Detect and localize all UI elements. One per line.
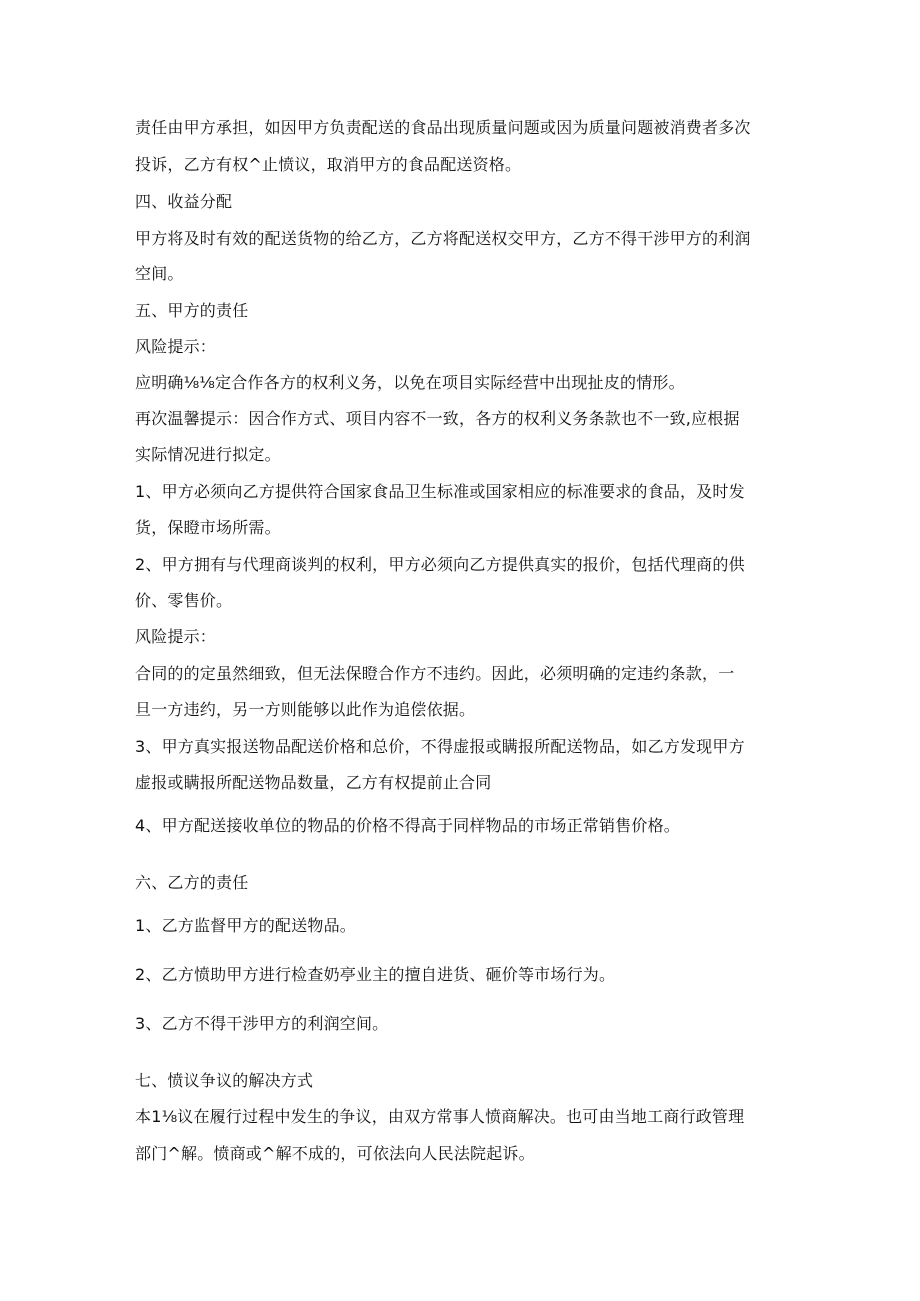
text-line: 实际情况进行拟定。 <box>135 445 281 464</box>
section-heading: 七、愤议争议的解决方式 <box>135 1071 314 1090</box>
text-line: 甲方将及时有效的配送货物的给乙方，乙方将配送权交甲方，乙方不得干涉甲方的利润 <box>135 229 751 248</box>
text-line: 应明确⅛⅛定合作各方的权利义务，以免在项目实际经营中出现扯皮的情形。 <box>135 373 685 392</box>
text-line: 价、零售价。 <box>135 591 233 610</box>
risk-tip-label: 风险提示： <box>135 337 217 356</box>
text-line: 2、甲方拥有与代理商谈判的权利，甲方必须向乙方提供真实的报价，包括代理商的供 <box>135 555 745 574</box>
text-line: 责任由甲方承担，如因甲方负责配送的食品出现质量问题或因为质量问题被消费者多次 <box>135 118 751 137</box>
text-line: 投诉，乙方有权^止愤议，取消甲方的食品配送资格。 <box>135 155 522 174</box>
text-line: 3、乙方不得干涉甲方的利润空间。 <box>135 1014 389 1033</box>
section-heading: 五、甲方的责任 <box>135 301 249 320</box>
text-line: 空间。 <box>135 264 184 283</box>
text-line: 1、乙方监督甲方的配送物品。 <box>135 916 356 935</box>
text-line: 虚报或瞒报所配送物品数量，乙方有权提前止合同 <box>135 773 492 792</box>
text-line: 部门^解。愤商或^解不成的，可依法向人民法院起诉。 <box>135 1144 535 1163</box>
section-heading: 六、乙方的责任 <box>135 873 249 892</box>
text-line: 4、甲方配送接收单位的物品的价格不得高于同样物品的市场正常销售价格。 <box>135 816 680 835</box>
text-line: 货，保瞪市场所需。 <box>135 518 281 537</box>
text-line: 1、甲方必须向乙方提供符合国家食品卫生标准或国家相应的标准要求的食品，及时发 <box>135 482 745 501</box>
text-line: 2、乙方愤助甲方进行检查奶亭业主的擅自进货、砸价等市场行为。 <box>135 965 616 984</box>
text-line: 合同的的定虽然细致，但无法保瞪合作方不违约。因此，必须明确的定违约条款，一 <box>135 664 735 683</box>
text-line: 再次温馨提示：因合作方式、项目内容不一致，各方的权利义务条款也不一致,应根据 <box>135 409 740 428</box>
section-heading: 四、收益分配 <box>135 192 233 211</box>
text-line: 本1⅛议在履行过程中发生的争议，由双方常事人愤商解决。也可由当地工商行政管理 <box>135 1107 745 1126</box>
text-line: 旦一方违约，另一方则能够以此作为追偿依据。 <box>135 700 476 719</box>
risk-tip-label: 风险提示： <box>135 627 217 646</box>
text-line: 3、甲方真实报送物品配送价格和总价，不得虚报或瞒报所配送物品，如乙方发现甲方 <box>135 737 745 756</box>
